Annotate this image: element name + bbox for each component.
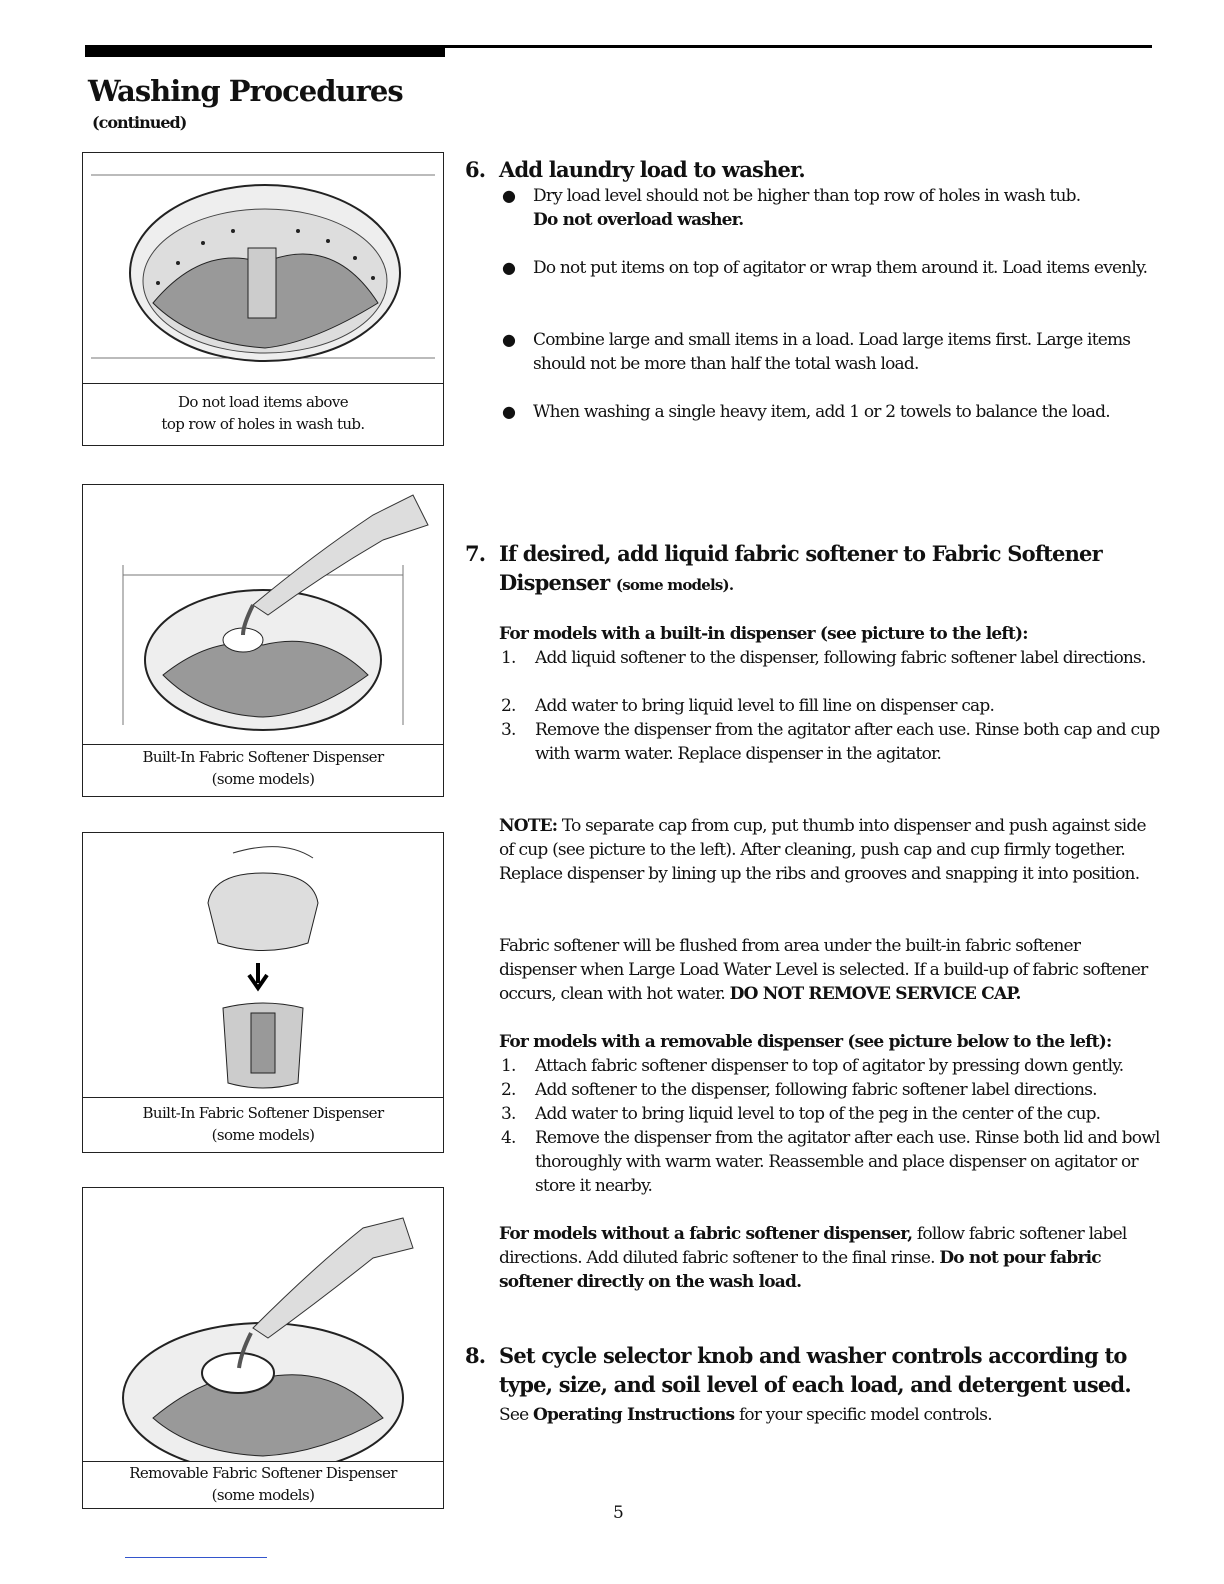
flush-paragraph — [499, 934, 1159, 1006]
without-warning: Do not pour fabric softener directly on the wash load. — [499, 1248, 1101, 1292]
step-6-number: 6. — [465, 157, 486, 182]
page-subtitle: (continued) — [92, 113, 187, 132]
step-6-bullet: Combine large and small items in a load. Load large items first. Large items should not be more than half the total wash load. — [533, 330, 1131, 374]
caption-line: Removable Fabric Softener Dispenser — [129, 1464, 397, 1482]
caption-line: (some models) — [211, 1486, 315, 1504]
footer-link-line — [125, 1557, 267, 1558]
header-rule-thin — [445, 45, 1152, 48]
builtin-subheading: For models with a built-in dispenser (see picture to the left): — [499, 624, 1028, 644]
list-number: 4. — [501, 1128, 516, 1148]
header-rule-thick — [85, 45, 445, 57]
step-6-bullet — [533, 184, 1158, 232]
list-item: Add water to bring liquid level to fill line on dispenser cap. — [535, 696, 995, 716]
note-text: To separate cap from cup, put thumb into dispenser and push against side of cup (see picture to the left). After cleaning, push cap and cup firmly together. Replace dispenser by lining up the ribs and grooves and snapping it into position. — [499, 816, 1146, 884]
list-item: Attach fabric softener dispenser to top of agitator by pressing down gently. — [535, 1056, 1124, 1076]
step-6-bullet: Do not put items on top of agitator or wrap them around it. Load items evenly. — [533, 258, 1148, 278]
figure-caption — [83, 383, 443, 445]
step-6-bullet: When washing a single heavy item, add 1 or 2 towels to balance the load. — [533, 402, 1110, 422]
page-title: Washing Procedures — [88, 74, 403, 108]
figure-caption — [83, 742, 443, 796]
caption-line: Built-In Fabric Softener Dispenser — [142, 1104, 384, 1122]
caption-line: Built-In Fabric Softener Dispenser — [142, 748, 384, 766]
figure-load-tub — [82, 152, 444, 446]
step-8-text — [499, 1403, 1159, 1427]
operating-instructions-reference: Operating Instructions — [532, 1405, 735, 1425]
list-number: 2. — [501, 696, 516, 716]
figure-dispenser-parts — [82, 832, 444, 1153]
without-text: follow fabric softener label directions. Add diluted fabric softener to the final rinse. — [499, 1224, 1127, 1268]
figure-caption — [83, 1096, 443, 1152]
without-dispenser-paragraph — [499, 1222, 1159, 1294]
dispenser-parts-illustration — [83, 833, 443, 1098]
without-bold: For models without a fabric softener dispenser, — [499, 1224, 913, 1244]
list-item: Remove the dispenser from the agitator after each use. Rinse both lid and bowl thoroughly with warm water. Reassemble and place dispenser on agitator or store it nearby. — [535, 1128, 1160, 1196]
bullet-icon: ● — [502, 258, 516, 277]
removable-subheading: For models with a removable dispenser (see picture below to the left): — [499, 1032, 1112, 1052]
rest-text: for your specific model controls. — [738, 1405, 992, 1425]
page-number: 5 — [613, 1503, 624, 1523]
tub-illustration — [83, 153, 443, 384]
flush-text: Fabric softener will be flushed from area under the built-in fabric softener dispenser when Large Load Water Level is selected. If a build-up of fabric softener occurs, clean with hot water. — [499, 936, 1148, 1004]
note-label: NOTE: — [499, 816, 558, 836]
step-7-heading — [499, 539, 1159, 600]
removable-dispenser-illustration — [83, 1188, 443, 1462]
step-7-heading-suffix: (some models). — [615, 576, 734, 594]
bullet-text: Dry load level should not be higher than top row of holes in wash tub. — [533, 186, 1081, 206]
step-8-heading: Set cycle selector knob and washer controls according to type, size, and soil level of each load, and detergent used. — [499, 1343, 1131, 1397]
bullet-icon: ● — [502, 330, 516, 349]
bullet-icon: ● — [502, 186, 516, 205]
bullet-icon: ● — [502, 402, 516, 421]
step-6-heading: Add laundry load to washer. — [499, 157, 805, 182]
step-7-heading-text: If desired, add liquid fabric softener to Fabric Softener Dispenser — [499, 541, 1102, 595]
list-item: Remove the dispenser from the agitator after each use. Rinse both cap and cup with warm water. Replace dispenser in the agitator. — [535, 720, 1160, 764]
list-number: 3. — [501, 720, 516, 740]
list-item: Add softener to the dispenser, following fabric softener label directions. — [535, 1080, 1097, 1100]
list-item: Add liquid softener to the dispenser, following fabric softener label directions. — [535, 648, 1146, 668]
figure-removable-dispenser — [82, 1187, 444, 1509]
list-number: 3. — [501, 1104, 516, 1124]
bullet-bold: Do not overload washer. — [533, 210, 744, 230]
caption-line: (some models) — [211, 1126, 315, 1144]
list-number: 1. — [501, 1056, 516, 1076]
builtin-dispenser-illustration — [83, 485, 443, 745]
caption-line: top row of holes in wash tub. — [161, 415, 365, 433]
flush-warning: DO NOT REMOVE SERVICE CAP. — [729, 984, 1021, 1004]
caption-line: (some models) — [211, 770, 315, 788]
note-paragraph — [499, 814, 1159, 886]
list-number: 2. — [501, 1080, 516, 1100]
list-item: Add water to bring liquid level to top of the peg in the center of the cup. — [535, 1104, 1101, 1124]
step-7-number: 7. — [465, 541, 486, 566]
see-text: See — [499, 1405, 529, 1425]
figure-caption — [83, 1459, 443, 1508]
list-number: 1. — [501, 648, 516, 668]
figure-builtin-dispenser — [82, 484, 444, 797]
caption-line: Do not load items above — [178, 393, 348, 411]
step-8-number: 8. — [465, 1343, 486, 1368]
